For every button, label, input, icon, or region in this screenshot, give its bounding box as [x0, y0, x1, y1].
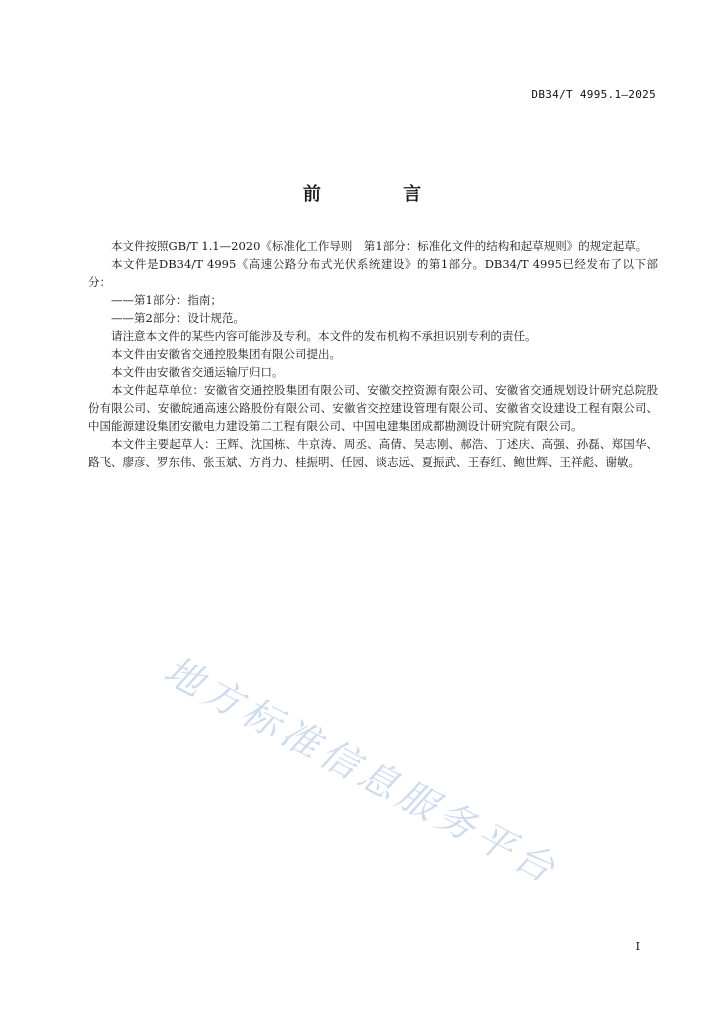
- list-item-part-1: ——第1部分：指南；: [111, 293, 222, 307]
- paragraph-proposer: 本文件由安徽省交通控股集团有限公司提出。: [111, 347, 341, 361]
- watermark: 地方标准信息服务平台: [157, 647, 567, 894]
- standard-code: DB34/T 4995.1—2025: [531, 88, 656, 101]
- paragraph-drafting-units: 本文件起草单位：安徽省交通控股集团有限公司、安徽交控资源有限公司、安徽省交通规划设计研究总院股份有限公司、安徽皖通高速公路股份有限公司、安徽省交控建设管理有限公司、安徽省交设建设工程有限公司、中国能源建设集团安徽电力建设第二工程有限公司、中国电建集团成都勘测设计研究院有限公司。: [88, 383, 658, 433]
- paragraph-series-info: 本文件是DB34/T 4995《高速公路分布式光伏系统建设》的第1部分。DB34/T 4995已经发布了以下部分：: [88, 257, 658, 289]
- paragraph-drafting-rules: 本文件按照GB/T 1.1—2020《标准化工作导则 第1部分：标准化文件的结构和起草规则》的规定起草。: [111, 239, 648, 253]
- paragraph-drafters: 本文件主要起草人：王辉、沈国栋、牛京涛、周丞、高倩、吴志刚、郝浩、丁述庆、高强、孙磊、郑国华、路飞、廖彦、罗东伟、张玉斌、方肖力、桂振明、任园、谈志远、夏振武、王春红、鲍世辉、王祥彪、谢敏。: [88, 437, 658, 469]
- page-number: I: [635, 940, 640, 953]
- list-item-part-2: ——第2部分：设计规范。: [111, 311, 245, 325]
- paragraph-patent-notice: 请注意本文件的某些内容可能涉及专利。本文件的发布机构不承担识别专利的责任。: [111, 329, 537, 343]
- paragraph-administrator: 本文件由安徽省交通运输厅归口。: [111, 365, 284, 379]
- foreword-body: [88, 237, 658, 471]
- page-title: 前 言: [302, 184, 460, 205]
